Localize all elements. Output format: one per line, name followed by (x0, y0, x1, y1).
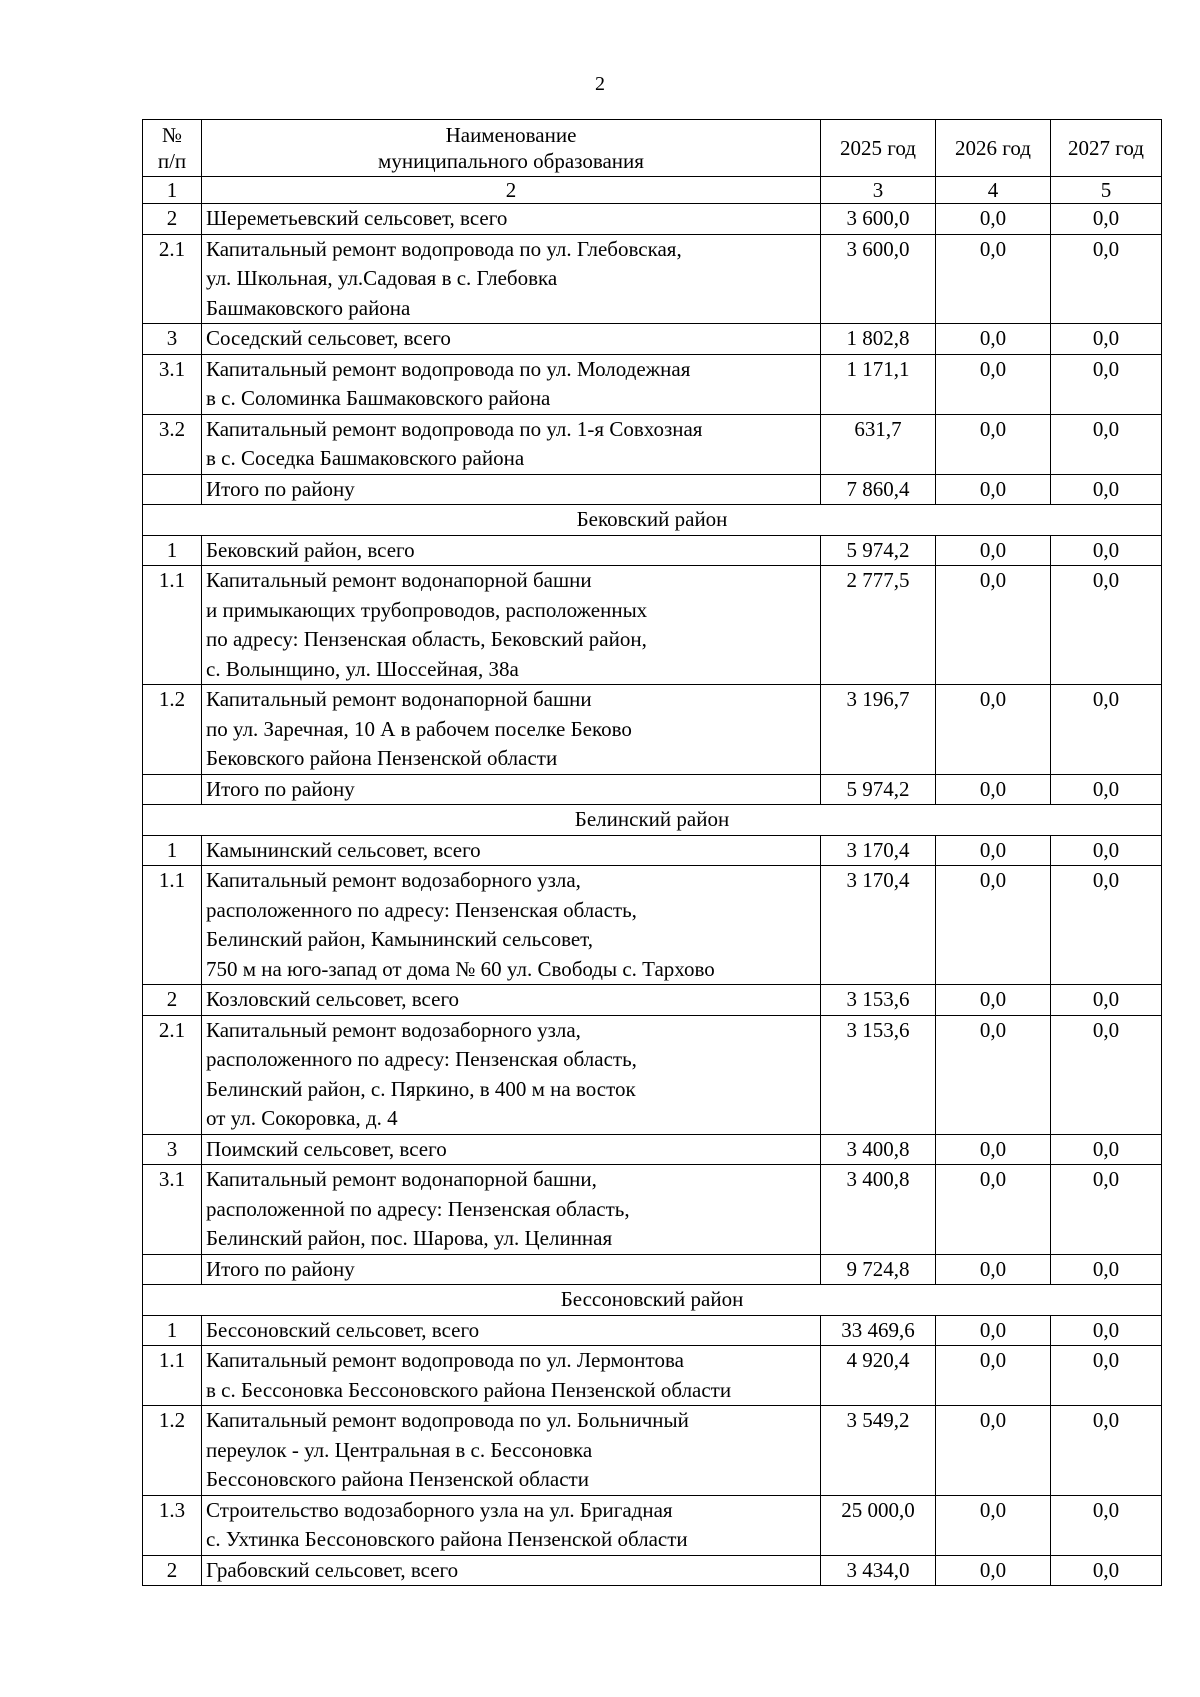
value-2027: 0,0 (1051, 1495, 1162, 1555)
row-name-line: расположенного по адресу: Пензенская область, (206, 1047, 637, 1071)
value-2027: 0,0 (1051, 324, 1162, 355)
row-name-line: Капитальный ремонт водопровода по ул. Глебовская, (206, 236, 682, 261)
row-name-line: с. Волынщино, ул. Шоссейная, 38а (206, 656, 519, 681)
value-2027: 0,0 (1051, 566, 1162, 685)
row-number: 1 (143, 835, 202, 866)
table-row (143, 535, 1162, 566)
table-row (143, 985, 1162, 1016)
row-number: 2.1 (143, 234, 202, 324)
row-name-line: от ул. Сокоровка, д. 4 (206, 1106, 398, 1130)
value-2026: 0,0 (936, 835, 1051, 866)
value-2026: 0,0 (936, 685, 1051, 775)
row-number: 1.1 (143, 866, 202, 985)
table-row (143, 1555, 1162, 1586)
value-2026: 0,0 (936, 866, 1051, 985)
value-2025: 3 600,0 (821, 204, 936, 235)
row-name-line: Шереметьевский сельсовет, всего (206, 206, 508, 230)
value-2025: 1 171,1 (821, 354, 936, 414)
row-name-line: ул. Школьная, ул.Садовая в с. Глебовка (206, 266, 558, 290)
table-row (143, 1015, 1162, 1134)
row-name (202, 324, 821, 355)
row-name (202, 1134, 821, 1165)
table-row (143, 1406, 1162, 1496)
value-2027: 0,0 (1051, 204, 1162, 235)
row-name-line: Белинский район, пос. Шарова, ул. Целинная (206, 1226, 613, 1250)
value-2026: 0,0 (936, 1315, 1051, 1346)
value-2026: 0,0 (936, 774, 1051, 805)
value-2027: 0,0 (1051, 1254, 1162, 1285)
value-2025: 1 802,8 (821, 324, 936, 355)
value-2027: 0,0 (1051, 685, 1162, 775)
value-2025: 3 400,8 (821, 1134, 936, 1165)
header-year-2027: 2027 год (1051, 120, 1162, 177)
row-name (202, 204, 821, 235)
value-2026: 0,0 (936, 234, 1051, 324)
value-2027: 0,0 (1051, 985, 1162, 1016)
value-2025: 3 170,4 (821, 835, 936, 866)
row-name-line: Башмаковского района (206, 295, 411, 320)
section-heading-row (143, 805, 1162, 836)
table-row (143, 1315, 1162, 1346)
row-name-line: и примыкающих трубопроводов, расположенных (206, 597, 648, 622)
section-heading-row (143, 1285, 1162, 1316)
row-name-line: 750 м на юго-запад от дома № 60 ул. Свободы с. Тархово (206, 956, 715, 981)
value-2027: 0,0 (1051, 774, 1162, 805)
value-2026: 0,0 (936, 354, 1051, 414)
section-title: Бековский район (143, 505, 1162, 536)
row-name-line: Соседский сельсовет, всего (206, 326, 451, 350)
table-row (143, 774, 1162, 805)
row-number: 2 (143, 1555, 202, 1586)
section-title: Белинский район (143, 805, 1162, 836)
row-name (202, 1406, 821, 1496)
row-number: 2 (143, 985, 202, 1016)
table-row (143, 1346, 1162, 1406)
row-number: 1.2 (143, 1406, 202, 1496)
row-name-line: Капитальный ремонт водонапорной башни, (206, 1167, 597, 1191)
row-name-line: расположенной по адресу: Пензенская область, (206, 1196, 630, 1221)
value-2026: 0,0 (936, 566, 1051, 685)
row-name-line: Бессоновский сельсовет, всего (206, 1317, 480, 1342)
row-name (202, 985, 821, 1016)
value-2025: 3 549,2 (821, 1406, 936, 1496)
value-2025: 4 920,4 (821, 1346, 936, 1406)
value-2027: 0,0 (1051, 354, 1162, 414)
value-2025: 3 434,0 (821, 1555, 936, 1586)
row-name (202, 1165, 821, 1255)
row-name-line: Поимский сельсовет, всего (206, 1136, 447, 1161)
value-2027: 0,0 (1051, 414, 1162, 474)
row-number (143, 474, 202, 505)
row-name-line: по адресу: Пензенская область, Бековский район, (206, 627, 647, 651)
value-2027: 0,0 (1051, 1555, 1162, 1586)
value-2027: 0,0 (1051, 1165, 1162, 1255)
row-name (202, 354, 821, 414)
page-number: 2 (595, 73, 605, 95)
row-name (202, 1315, 821, 1346)
value-2027: 0,0 (1051, 1346, 1162, 1406)
row-number: 3.2 (143, 414, 202, 474)
row-name-line: Капитальный ремонт водопровода по ул. Молодежная (206, 356, 691, 381)
value-2026: 0,0 (936, 204, 1051, 235)
table-row (143, 835, 1162, 866)
row-name (202, 1346, 821, 1406)
value-2025: 5 974,2 (821, 774, 936, 805)
value-2025: 2 777,5 (821, 566, 936, 685)
row-name-line: Капитальный ремонт водопровода по ул. Лермонтова (206, 1348, 684, 1372)
row-name-line: расположенного по адресу: Пензенская область, (206, 897, 637, 922)
value-2026: 0,0 (936, 1015, 1051, 1134)
row-name-line: Итого по району (206, 776, 355, 801)
value-2026: 0,0 (936, 324, 1051, 355)
row-name-line: Белинский район, Камынинский сельсовет, (206, 927, 594, 951)
row-name (202, 1555, 821, 1586)
row-name (202, 866, 821, 985)
row-number: 3.1 (143, 1165, 202, 1255)
row-name-line: Капитальный ремонт водозаборного узла, (206, 1017, 581, 1042)
row-name-line: Капитальный ремонт водопровода по ул. Больничный (206, 1408, 689, 1432)
row-number: 1.1 (143, 566, 202, 685)
value-2026: 0,0 (936, 1406, 1051, 1496)
value-2027: 0,0 (1051, 234, 1162, 324)
value-2026: 0,0 (936, 474, 1051, 505)
value-2026: 0,0 (936, 1254, 1051, 1285)
table-row (143, 474, 1162, 505)
table-row (143, 414, 1162, 474)
value-2026: 0,0 (936, 985, 1051, 1016)
table-row (143, 1134, 1162, 1165)
row-number: 1.3 (143, 1495, 202, 1555)
row-name-line: в с. Соседка Башмаковского района (206, 446, 525, 470)
value-2026: 0,0 (936, 414, 1051, 474)
value-2025: 9 724,8 (821, 1254, 936, 1285)
table-row (143, 234, 1162, 324)
table-row (143, 354, 1162, 414)
header-year-2025: 2025 год (821, 120, 936, 177)
row-name-line: Итого по району (206, 1256, 355, 1281)
row-number: 3 (143, 1134, 202, 1165)
row-name (202, 1254, 821, 1285)
column-numbers-row (143, 177, 1162, 204)
row-name-line: переулок - ул. Центральная в с. Бессоновка (206, 1437, 593, 1462)
row-number (143, 1254, 202, 1285)
value-2026: 0,0 (936, 1346, 1051, 1406)
row-name-line: с. Ухтинка Бессоновского района Пензенской области (206, 1527, 688, 1551)
row-name-line: Строительство водозаборного узла на ул. Бригадная (206, 1497, 673, 1522)
row-number: 1.1 (143, 1346, 202, 1406)
value-2027: 0,0 (1051, 1134, 1162, 1165)
row-name-line: Камынинский сельсовет, всего (206, 837, 481, 862)
value-2025: 7 860,4 (821, 474, 936, 505)
row-name-line: Бековского района Пензенской области (206, 746, 558, 770)
row-name-line: в с. Бессоновка Бессоновского района Пензенской области (206, 1377, 732, 1402)
value-2027: 0,0 (1051, 1315, 1162, 1346)
table-row (143, 866, 1162, 985)
value-2025: 3 400,8 (821, 1165, 936, 1255)
value-2027: 0,0 (1051, 535, 1162, 566)
row-name (202, 234, 821, 324)
row-name (202, 414, 821, 474)
row-name-line: Белинский район, с. Пяркино, в 400 м на восток (206, 1076, 636, 1101)
row-number: 3.1 (143, 354, 202, 414)
table-row (143, 324, 1162, 355)
table-row (143, 566, 1162, 685)
row-name (202, 685, 821, 775)
row-name (202, 566, 821, 685)
table-header-row (143, 120, 1162, 177)
row-number: 1 (143, 1315, 202, 1346)
row-name-line: Капитальный ремонт водопровода по ул. 1-я Совхозная (206, 416, 703, 441)
value-2027: 0,0 (1051, 1406, 1162, 1496)
value-2026: 0,0 (936, 535, 1051, 566)
row-name (202, 1015, 821, 1134)
row-name-line: Козловский сельсовет, всего (206, 987, 460, 1011)
column-number: 5 (1051, 177, 1162, 204)
value-2026: 0,0 (936, 1495, 1051, 1555)
value-2025: 3 196,7 (821, 685, 936, 775)
row-name-line: Грабовский сельсовет, всего (206, 1557, 459, 1582)
row-name-line: Итого по району (206, 476, 355, 501)
row-name-line: Капитальный ремонт водонапорной башни (206, 687, 592, 711)
value-2025: 3 600,0 (821, 234, 936, 324)
column-number: 4 (936, 177, 1051, 204)
value-2027: 0,0 (1051, 866, 1162, 985)
table-row (143, 1165, 1162, 1255)
row-name (202, 1495, 821, 1555)
row-name (202, 774, 821, 805)
value-2025: 3 170,4 (821, 866, 936, 985)
row-name (202, 535, 821, 566)
row-number: 2 (143, 204, 202, 235)
section-title: Бессоновский район (143, 1285, 1162, 1316)
value-2025: 631,7 (821, 414, 936, 474)
row-name-line: Бессоновского района Пензенской области (206, 1467, 589, 1491)
row-name (202, 835, 821, 866)
section-heading-row (143, 505, 1162, 536)
row-number: 2.1 (143, 1015, 202, 1134)
table-row (143, 204, 1162, 235)
value-2025: 33 469,6 (821, 1315, 936, 1346)
value-2025: 3 153,6 (821, 985, 936, 1016)
row-name-line: по ул. Заречная, 10 А в рабочем поселке Беково (206, 716, 632, 741)
row-number (143, 774, 202, 805)
value-2027: 0,0 (1051, 474, 1162, 505)
value-2026: 0,0 (936, 1555, 1051, 1586)
row-name-line: Бековский район, всего (206, 537, 415, 562)
header-name: Наименование муниципального образования (202, 120, 821, 177)
table-row (143, 685, 1162, 775)
column-number: 3 (821, 177, 936, 204)
value-2027: 0,0 (1051, 835, 1162, 866)
value-2025: 25 000,0 (821, 1495, 936, 1555)
row-name (202, 474, 821, 505)
row-number: 1.2 (143, 685, 202, 775)
column-number: 1 (143, 177, 202, 204)
table-row (143, 1495, 1162, 1555)
row-number: 3 (143, 324, 202, 355)
value-2025: 5 974,2 (821, 535, 936, 566)
budget-table (142, 119, 1162, 1586)
value-2026: 0,0 (936, 1134, 1051, 1165)
row-name-line: Капитальный ремонт водозаборного узла, (206, 868, 581, 892)
value-2025: 3 153,6 (821, 1015, 936, 1134)
row-name-line: Капитальный ремонт водонапорной башни (206, 568, 592, 592)
row-name-line: в с. Соломинка Башмаковского района (206, 386, 551, 410)
column-number: 2 (202, 177, 821, 204)
header-year-2026: 2026 год (936, 120, 1051, 177)
header-num: № п/п (143, 120, 202, 177)
row-number: 1 (143, 535, 202, 566)
value-2026: 0,0 (936, 1165, 1051, 1255)
table-row (143, 1254, 1162, 1285)
value-2027: 0,0 (1051, 1015, 1162, 1134)
